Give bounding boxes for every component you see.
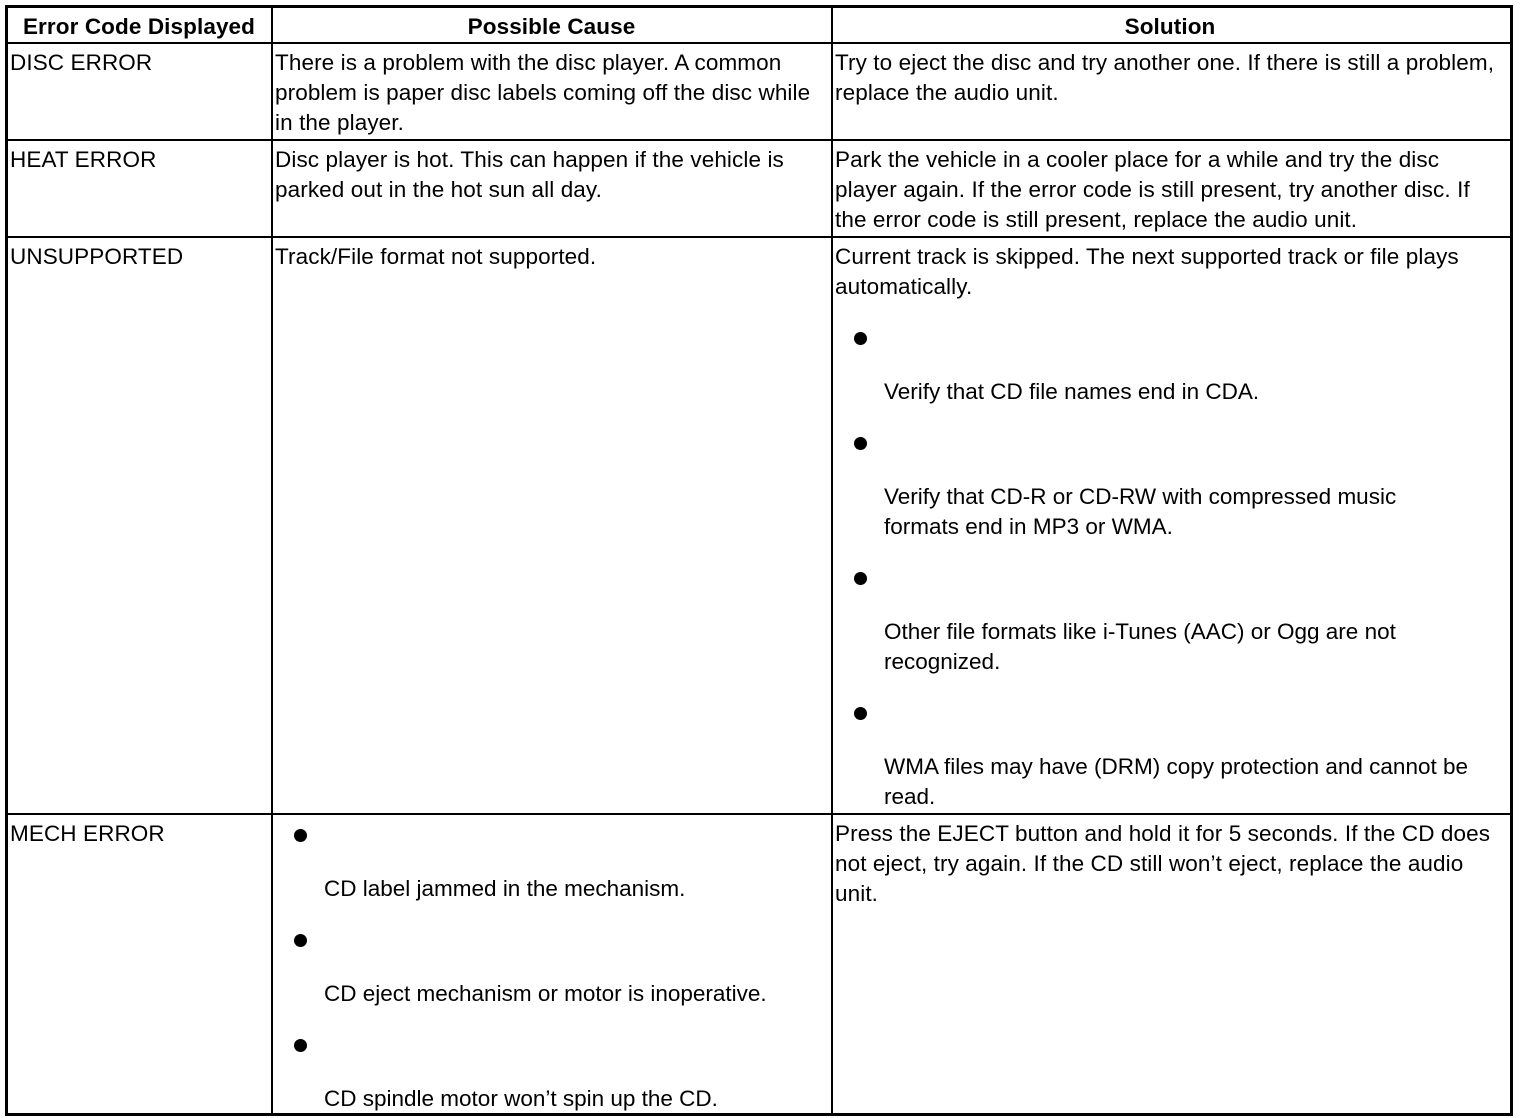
list-item: WMA files may have (DRM) copy protection and cannot be read. xyxy=(884,754,1469,809)
header-possible-cause: Possible Cause xyxy=(467,14,636,39)
list-item: Verify that CD file names end in CDA. xyxy=(884,379,1260,404)
header-error-code: Error Code Displayed xyxy=(22,14,256,39)
row-disc-error-cause: There is a problem with the disc player. A common problem is paper disc labels coming off the disc while in the player. xyxy=(275,50,811,135)
bullet-icon xyxy=(294,1039,307,1052)
row-unsupported-cause: Track/File format not supported. xyxy=(275,244,597,269)
row-disc-error-code: DISC ERROR xyxy=(10,50,153,75)
bullet-icon xyxy=(294,934,307,947)
row-heat-error-code: HEAT ERROR xyxy=(10,147,157,172)
column-divider xyxy=(831,8,833,1113)
bullet-icon xyxy=(294,829,307,842)
list-item: Verify that CD-R or CD-RW with compressed music formats end in MP3 or WMA. xyxy=(884,484,1397,539)
list-item: Other file formats like i-Tunes (AAC) or Ogg are not recognized. xyxy=(884,619,1396,674)
list-item: CD eject mechanism or motor is inoperative. xyxy=(324,981,767,1006)
bullet-icon xyxy=(854,572,867,585)
row-disc-error-solution: Try to eject the disc and try another one. If there is still a problem, replace the audio unit. xyxy=(835,50,1495,105)
bullet-icon xyxy=(854,707,867,720)
row-unsupported-solution: Current track is skipped. The next supported track or file plays automatically. xyxy=(835,244,1459,299)
troubleshooting-table xyxy=(5,5,1513,1116)
row-heat-error-solution: Park the vehicle in a cooler place for a while and try the disc player again. If the error code is still present, try another disc. If the error code is still present, replace the audio unit. xyxy=(835,147,1470,232)
row-divider xyxy=(8,139,1510,141)
row-unsupported-code: UNSUPPORTED xyxy=(10,244,184,269)
bullet-icon xyxy=(854,437,867,450)
bullet-icon xyxy=(854,332,867,345)
list-item: CD spindle motor won’t spin up the CD. xyxy=(324,1086,718,1111)
row-divider xyxy=(8,236,1510,238)
row-mech-error-code: MECH ERROR xyxy=(10,821,165,846)
column-divider xyxy=(271,8,273,1113)
row-divider xyxy=(8,42,1510,44)
row-heat-error-cause: Disc player is hot. This can happen if the vehicle is parked out in the hot sun all day. xyxy=(275,147,784,202)
list-item: CD label jammed in the mechanism. xyxy=(324,876,686,901)
row-mech-error-solution: Press the EJECT button and hold it for 5 seconds. If the CD does not eject, try again. If the CD still won’t eject, replace the audio unit. xyxy=(835,821,1491,906)
header-solution: Solution xyxy=(1124,14,1216,39)
row-divider xyxy=(8,813,1510,815)
